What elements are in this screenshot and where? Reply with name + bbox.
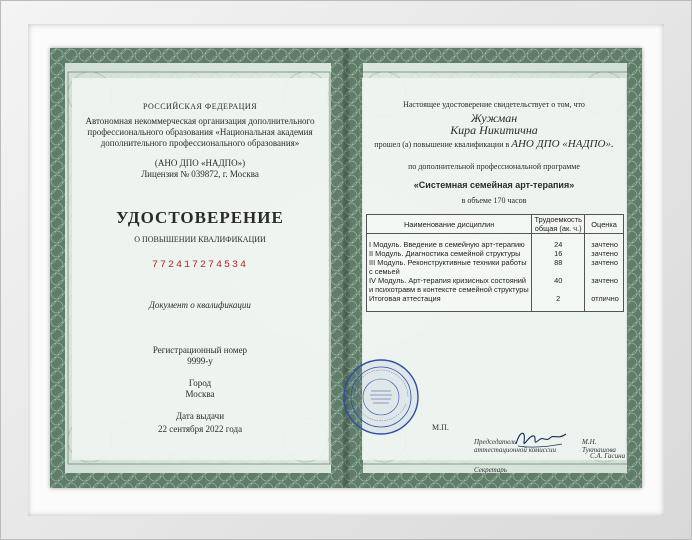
- holder-surname: Жужман: [470, 111, 518, 125]
- discipline-grade: зачтено: [585, 258, 624, 276]
- table-row: [367, 234, 624, 250]
- program-label: по дополнительной профессиональной программе: [408, 162, 580, 171]
- intro-text: Настоящее удостоверение свидетельствует о том, что: [403, 100, 585, 109]
- secretary-name: С.А. Гасина: [590, 452, 626, 460]
- discipline-hours: 16: [532, 249, 585, 258]
- discipline-name: II Модуль. Диагностика семейной структуры: [367, 249, 532, 258]
- reg-number-value: 9999-у: [187, 356, 213, 366]
- discipline-hours: 40: [532, 276, 585, 294]
- discipline-grade: зачтено: [585, 276, 624, 294]
- secretary-label: Секретарь: [474, 466, 507, 474]
- certificate-document: [50, 48, 642, 488]
- table-row: [367, 276, 624, 294]
- chair-label-line-2: аттестационной комиссии: [474, 446, 556, 454]
- license-line: Лицензия № 039872, г. Москва: [141, 169, 259, 179]
- table-row: [367, 258, 624, 276]
- org-name-line-1: Автономная некоммерческая организация дополнительного: [85, 116, 315, 126]
- table-header-row: [367, 215, 624, 234]
- discipline-grade: зачтено: [585, 234, 624, 250]
- issue-date-value: 22 сентября 2022 года: [157, 424, 243, 434]
- reg-number-label: Регистрационный номер: [152, 345, 248, 355]
- discipline-name: III Модуль. Реконструктивные техники работы с семьей: [367, 258, 532, 276]
- country-label: РОССИЙСКАЯ ФЕДЕРАЦИЯ: [142, 102, 258, 111]
- table-row: [367, 294, 624, 312]
- left-page-field: [72, 78, 328, 460]
- serial-number: 772417274534: [151, 260, 248, 271]
- holder-given-names: Кира Никитична: [450, 123, 538, 137]
- chair-label-line-1: Председатель: [474, 438, 517, 446]
- certificate-title: УДОСТОВЕРЕНИЕ: [116, 208, 284, 227]
- org-name-line-2: профессионального образования «Национальная академия: [87, 127, 313, 137]
- discipline-hours: 2: [532, 294, 585, 312]
- discipline-grade: зачтено: [585, 249, 624, 258]
- discipline-name: IV Модуль. Арт-терапия кризисных состояний и психотравм в контексте семейной структуры: [367, 276, 532, 294]
- issue-date-label: Дата выдачи: [175, 411, 225, 421]
- city-value: Москва: [185, 389, 215, 399]
- passed-prefix: прошел (а) повышение квалификации в: [374, 140, 510, 149]
- org-short-name: (АНО ДПО «НАДПО»): [154, 158, 246, 168]
- org-name-italic: АНО ДПО «НАДПО».: [511, 138, 614, 150]
- passed-line: [362, 139, 626, 150]
- left-page: [50, 48, 344, 488]
- org-name-line-3: дополнительного профессионального образования»: [100, 138, 300, 148]
- stamp-place-label: М.П.: [432, 423, 449, 432]
- chair-signature: [512, 426, 570, 452]
- disciplines-table: [366, 214, 624, 312]
- chair-name: М.Н. Тукташова: [582, 438, 616, 454]
- city-label: Город: [188, 378, 212, 388]
- discipline-hours: 88: [532, 258, 585, 276]
- program-volume: в объеме 170 часов: [461, 196, 527, 205]
- discipline-name: Итоговая аттестация: [367, 294, 532, 312]
- organization-seal: [342, 358, 420, 436]
- discipline-grade: отлично: [585, 294, 624, 312]
- certificate-subtitle: О ПОВЫШЕНИИ КВАЛИФИКАЦИИ: [134, 235, 266, 244]
- program-name: «Системная семейная арт-терапия»: [413, 180, 575, 190]
- table-row: [367, 249, 624, 258]
- discipline-hours: 24: [532, 234, 585, 250]
- header-hours: Трудоемкость общая (ак. ч.): [532, 215, 585, 234]
- document-type: Документ о квалификации: [149, 300, 251, 310]
- header-grade: Оценка: [585, 215, 624, 234]
- discipline-name: I Модуль. Введение в семейную арт-терапию: [367, 234, 532, 250]
- header-discipline: Наименование дисциплин: [367, 215, 532, 234]
